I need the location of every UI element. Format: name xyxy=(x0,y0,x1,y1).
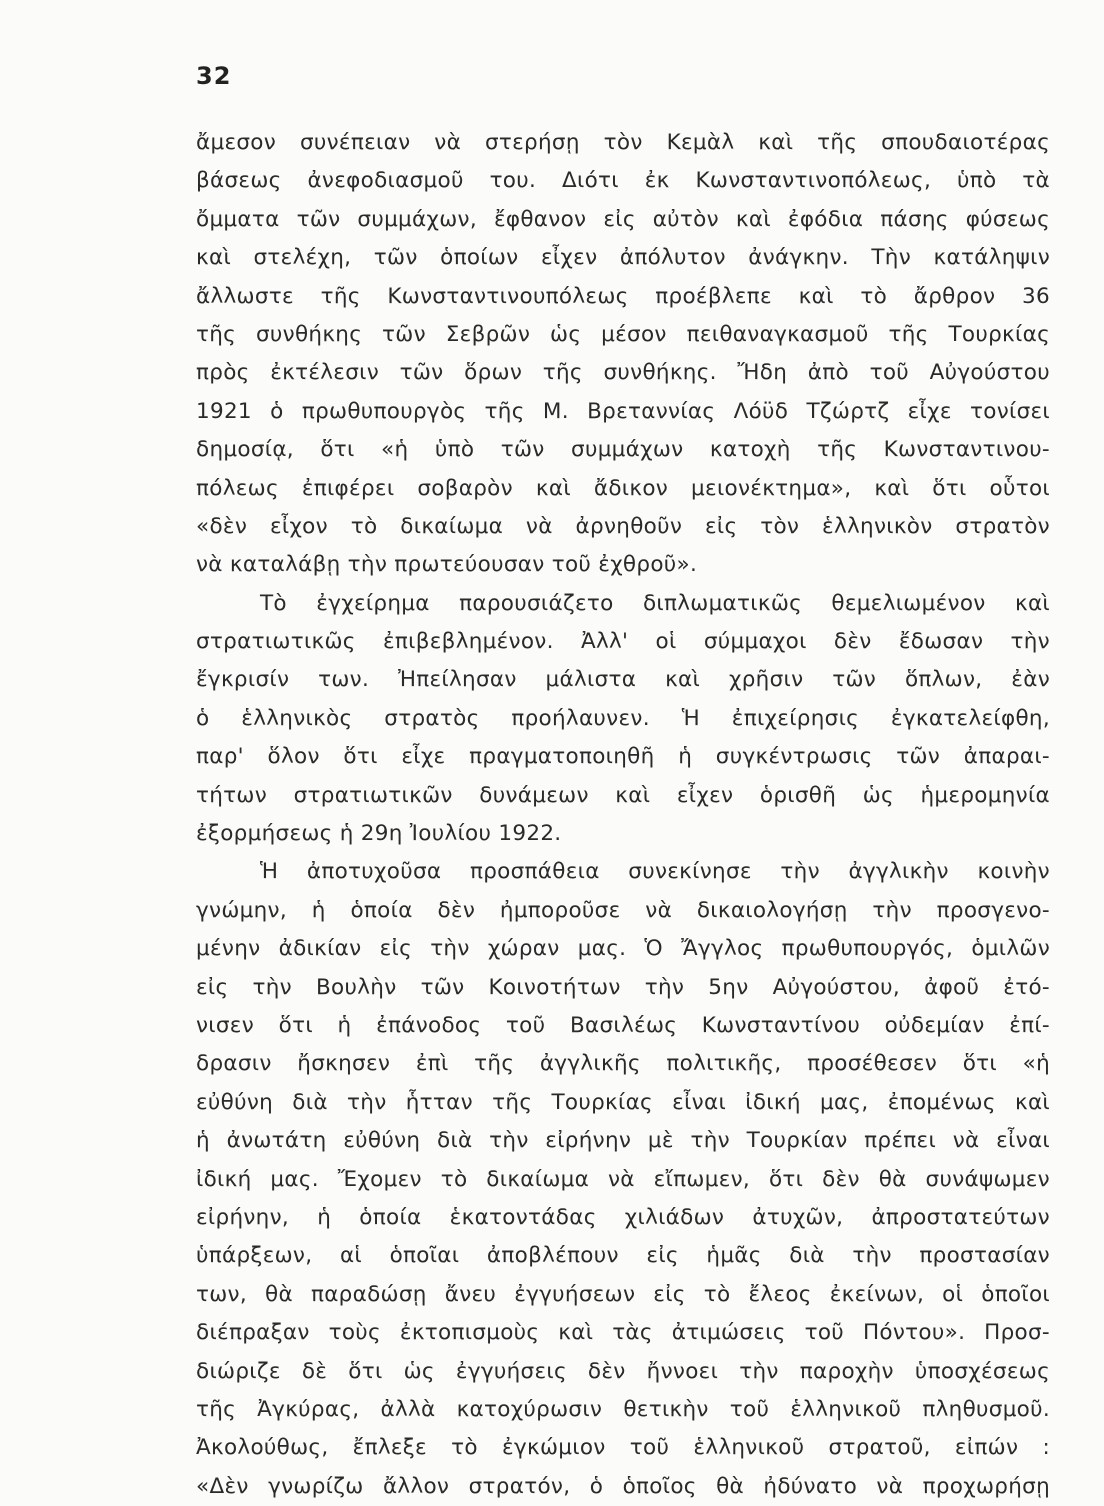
text-line: Τὸ ἐγχείρημα παρουσιάζετο διπλωματικῶς θεμελιωμένον καὶ xyxy=(260,590,1050,616)
text-line: ἐξορμήσεως ἡ 29η Ἰουλίου 1922. xyxy=(196,821,562,847)
text-line: μένην ἀδικίαν εἰς τὴν χώραν μας. Ὁ Ἄγγλος πρωθυπουργός, ὁμιλῶν xyxy=(196,936,1050,962)
page-number: 32 xyxy=(196,62,232,90)
text-line: νισεν ὅτι ἡ ἐπάνοδος τοῦ Βασιλέως Κωνσταντίνου οὐδεμίαν ἐπί- xyxy=(196,1012,1050,1038)
text-line: στρατιωτικῶς ἐπιβεβλημένον. Ἀλλ' οἱ σύμμαχοι δὲν ἔδωσαν τὴν xyxy=(196,629,1050,655)
text-line: ὑπάρξεων, αἱ ὁποῖαι ἀποβλέπουν εἰς ἡμᾶς διὰ τὴν προστασίαν xyxy=(196,1243,1050,1269)
text-line: ἰδική μας. Ἔχομεν τὸ δικαίωμα νὰ εἴπωμεν, ὅτι δὲν θὰ συνάψωμεν xyxy=(196,1166,1050,1192)
text-line: τῆς συνθήκης τῶν Σεβρῶν ὡς μέσον πειθαναγκασμοῦ τῆς Τουρκίας xyxy=(196,321,1050,347)
text-line: ἄλλωστε τῆς Κωνσταντινουπόλεως προέβλεπε καὶ τὸ ἄρθρον 36 xyxy=(196,283,1050,309)
text-line: πρὸς ἐκτέλεσιν τῶν ὅρων τῆς συνθήκης. Ἤδη ἀπὸ τοῦ Αὐγούστου xyxy=(196,360,1050,386)
text-line: «Δὲν γνωρίζω ἄλλον στρατόν, ὁ ὁποῖος θὰ ἠδύνατο νὰ προχωρήσῃ xyxy=(196,1473,1050,1499)
text-line: εὐθύνη διὰ τὴν ἧτταν τῆς Τουρκίας εἶναι ἰδική μας, ἐπομένως καὶ xyxy=(196,1089,1050,1115)
text-line: διέπραξαν τοὺς ἐκτοπισμοὺς καὶ τὰς ἀτιμώσεις τοῦ Πόντου». Προσ- xyxy=(196,1320,1050,1346)
text-line: ἡ ἀνωτάτη εὐθύνη διὰ τὴν εἰρήνην μὲ τὴν Τουρκίαν πρέπει νὰ εἶναι xyxy=(196,1128,1050,1154)
text-line: παρ' ὅλον ὅτι εἶχε πραγματοποιηθῆ ἡ συγκέντρωσις τῶν ἀπαραι- xyxy=(196,744,1050,770)
text-line: δρασιν ἤσκησεν ἐπὶ τῆς ἀγγλικῆς πολιτικῆς, προσέθεσεν ὅτι «ἡ xyxy=(196,1051,1050,1077)
text-line: ὁ ἑλληνικὸς στρατὸς προήλαυνεν. Ἡ ἐπιχείρησις ἐγκατελείφθη, xyxy=(196,705,1050,731)
text-line: των, θὰ παραδώσῃ ἄνευ ἐγγυήσεων εἰς τὸ ἔλεος ἐκείνων, οἱ ὁποῖοι xyxy=(196,1281,1050,1307)
text-line: βάσεως ἀνεφοδιασμοῦ του. Διότι ἐκ Κωνσταντινοπόλεως, ὑπὸ τὰ xyxy=(196,168,1050,194)
text-line: 1921 ὁ πρωθυπουργὸς τῆς Μ. Βρεταννίας Λόϋδ Τζώρτζ εἶχε τονίσει xyxy=(196,398,1050,424)
body-text xyxy=(196,124,1050,1506)
text-line: εἰς τὴν Βουλὴν τῶν Κοινοτήτων τὴν 5ην Αὐγούστου, ἀφοῦ ἐτό- xyxy=(196,974,1050,1000)
text-line: καὶ στελέχη, τῶν ὁποίων εἶχεν ἀπόλυτον ἀνάγκην. Τὴν κατάληψιν xyxy=(196,245,1050,271)
text-line: Ἀκολούθως, ἔπλεξε τὸ ἐγκώμιον τοῦ ἑλληνικοῦ στρατοῦ, εἰπών : xyxy=(196,1435,1050,1461)
text-line: Ἡ ἀποτυχοῦσα προσπάθεια συνεκίνησε τὴν ἀγγλικὴν κοινὴν xyxy=(260,859,1050,885)
text-line: διώριζε δὲ ὅτι ὡς ἐγγυήσεις δὲν ἤννοει τὴν παροχὴν ὑποσχέσεως xyxy=(196,1358,1050,1384)
text-line: πόλεως ἐπιφέρει σοβαρὸν καὶ ἄδικον μειονέκτημα», καὶ ὅτι οὗτοι xyxy=(196,475,1050,501)
text-line: «δὲν εἶχον τὸ δικαίωμα νὰ ἀρνηθοῦν εἰς τὸν ἑλληνικὸν στρατὸν xyxy=(196,513,1050,539)
text-line: ὄμματα τῶν συμμάχων, ἔφθανον εἰς αὐτὸν καὶ ἐφόδια πάσης φύσεως xyxy=(196,206,1050,232)
text-line: ἔγκρισίν των. Ἠπείλησαν μάλιστα καὶ χρῆσιν τῶν ὅπλων, ἐὰν xyxy=(196,667,1050,693)
text-line: τήτων στρατιωτικῶν δυνάμεων καὶ εἶχεν ὁρισθῆ ὡς ἡμερομηνία xyxy=(196,782,1050,808)
text-line: εἰρήνην, ἡ ὁποία ἑκατοντάδας χιλιάδων ἀτυχῶν, ἀπροστατεύτων xyxy=(196,1204,1050,1230)
text-line: νὰ καταλάβῃ τὴν πρωτεύουσαν τοῦ ἐχθροῦ». xyxy=(196,552,698,578)
text-line: τῆς Ἀγκύρας, ἀλλὰ κατοχύρωσιν θετικὴν τοῦ ἑλληνικοῦ πληθυσμοῦ. xyxy=(196,1396,1050,1422)
text-line: δημοσίᾳ, ὅτι «ἡ ὑπὸ τῶν συμμάχων κατοχὴ τῆς Κωνσταντινου- xyxy=(196,437,1050,463)
text-line: ἄμεσον συνέπειαν νὰ στερήσῃ τὸν Κεμὰλ καὶ τῆς σπουδαιοτέρας xyxy=(196,130,1050,155)
text-line: γνώμην, ἡ ὁποία δὲν ἠμποροῦσε νὰ δικαιολογήσῃ τὴν προσγενο- xyxy=(196,897,1050,923)
